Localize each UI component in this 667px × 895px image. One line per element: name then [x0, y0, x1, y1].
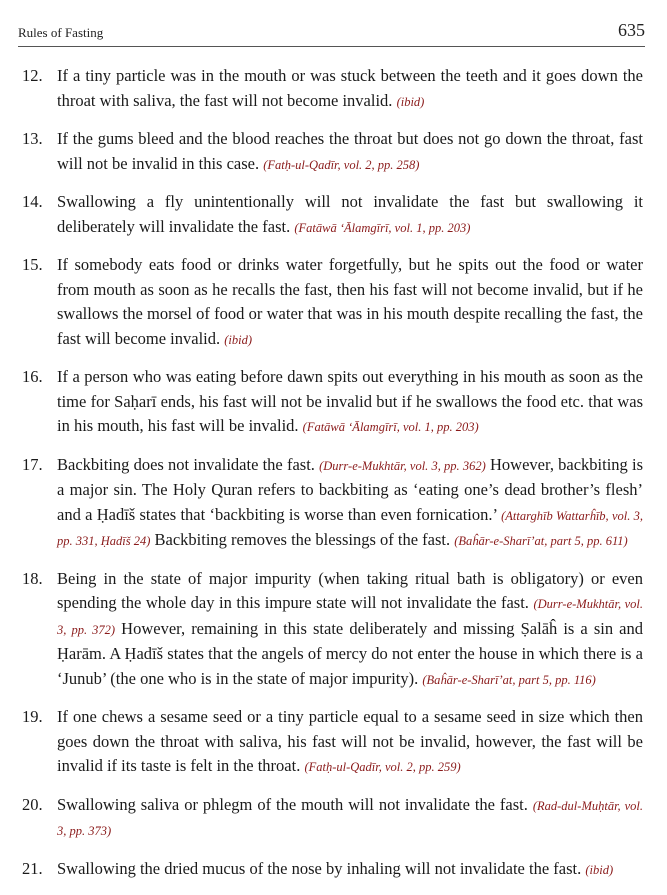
list-item [22, 365, 643, 440]
rules-list [22, 64, 643, 895]
item-number: 17. [22, 454, 43, 474]
list-item [22, 705, 643, 780]
citation: (ibid) [585, 862, 614, 877]
list-item [22, 64, 643, 114]
citation: (Attarghīb Wattarĥīb, vol. 3, pp. 331, Ḥadīš 24) [57, 508, 644, 548]
citation: (Durr-e-Mukhtār, vol. 3, pp. 372) [57, 597, 643, 637]
citation: (Fatāwā ‘Ālamgīrī, vol. 1, pp. 203) [302, 420, 479, 434]
item-number: 14. [22, 192, 43, 211]
item-number: 20. [22, 794, 43, 814]
item-text: Backbiting does not invalidate the fast. (Durr-e-Mukhtār, vol. 3, pp. 362) However, backbiting is a major sin. The Holy Quran refers to backbiting as ‘eating one’s dead brother’s flesh’ and a Ḥadīš states that ‘backbiting is worse than even fornication.’ (Attarghīb Wattarĥīb, vol. 3, pp. 331, Ḥadīš 24) Backbiting removes the blessings of the fast. (Baĥār-e-Sharī’at, part 5, pp. 611) [57, 454, 644, 549]
item-text: If a person who was eating before dawn spits out everything in his mouth as soon as the time for Saḥarī ends, his fast will not be invalid but if he swallows the food etc. that was in his mouth, his fast will be invalid. (Fatāwā ‘Ālamgīrī, vol. 1, pp. 203) [57, 367, 643, 435]
citation: (Baĥār-e-Sharī’at, part 5, pp. 116) [422, 672, 596, 687]
item-number: 21. [22, 858, 43, 878]
citation: (Rad-dul-Muḥtār, vol. 3, pp. 373) [57, 798, 644, 838]
list-item [22, 567, 643, 693]
item-number: 19. [22, 707, 43, 726]
citation: (Fatḥ-ul-Qadīr, vol. 2, pp. 258) [263, 157, 420, 172]
list-item [22, 253, 643, 352]
citation: (Fatḥ-ul-Qadīr, vol. 2, pp. 259) [304, 760, 461, 774]
item-text: Swallowing a fly unintentionally will not invalidate the fast but swallowing it deliberately will invalidate the fast. (Fatāwā ‘Ālamgīrī, vol. 1, pp. 203) [57, 192, 643, 236]
item-number: 13. [22, 129, 43, 148]
item-text: If a tiny particle was in the mouth or was stuck between the teeth and it goes down the throat with saliva, the fast will not become invalid. (ibid) [57, 66, 643, 110]
item-text: Being in the state of major impurity (when taking ritual bath is obligatory) or even spending the whole day in this impure state will not invalidate the fast. (Durr-e-Mukhtār, vol. 3, pp. 372) However, remaining in this state deliberately and missing Ṣalāĥ is a sin and Ḥarām. A Ḥadīš states that the angels of mercy do not enter the house in which there is a ‘Junub’ (the one who is in the state of major impurity). (Baĥār-e-Sharī’at, part 5, pp. 116) [57, 568, 643, 688]
item-text: Swallowing the dried mucus of the nose by inhaling will not invalidate the fast. (ibid) [57, 858, 614, 878]
citation: (ibid) [224, 332, 253, 347]
citation: (Fatāwā ‘Ālamgīrī, vol. 1, pp. 203) [294, 220, 471, 235]
item-number: 12. [22, 66, 43, 85]
list-item [22, 127, 643, 177]
citation: (ibid) [396, 94, 425, 109]
list-item [22, 190, 643, 240]
item-text: If the gums bleed and the blood reaches the throat but does not go down the throat, fast will not be invalid in this case. (Fatḥ-ul-Qadīr, vol. 2, pp. 258) [57, 129, 643, 173]
list-item [22, 857, 643, 883]
item-number: 16. [22, 367, 43, 386]
running-title: Rules of Fasting [18, 25, 104, 40]
item-text: If somebody eats food or drinks water forgetfully, but he spits out the food or water from mouth as soon as he recalls the fast, then his fast will not become invalid, but if he swallows the morsel of food or water that was in his mouth despite recalling the fast, the fast will become invalid. (ibid) [57, 255, 643, 348]
citation: (Durr-e-Mukhtār, vol. 3, pp. 362) [319, 458, 486, 473]
item-text: If one chews a sesame seed or a tiny particle equal to a sesame seed in size which then goes down the throat with saliva, his fast will not be invalid, however, the fast will be invalid if its taste is felt in the throat. (Fatḥ-ul-Qadīr, vol. 2, pp. 259) [57, 707, 643, 775]
list-item [22, 793, 643, 844]
citation: (Baĥār-e-Sharī’at, part 5, pp. 611) [454, 534, 628, 548]
item-number: 18. [22, 568, 43, 588]
item-text: Swallowing saliva or phlegm of the mouth will not invalidate the fast. (Rad-dul-Muḥtār, vol. 3, pp. 373) [57, 794, 644, 838]
running-header [18, 20, 645, 47]
page-number: 635 [618, 20, 645, 40]
item-number: 15. [22, 255, 43, 274]
list-item [22, 453, 643, 554]
